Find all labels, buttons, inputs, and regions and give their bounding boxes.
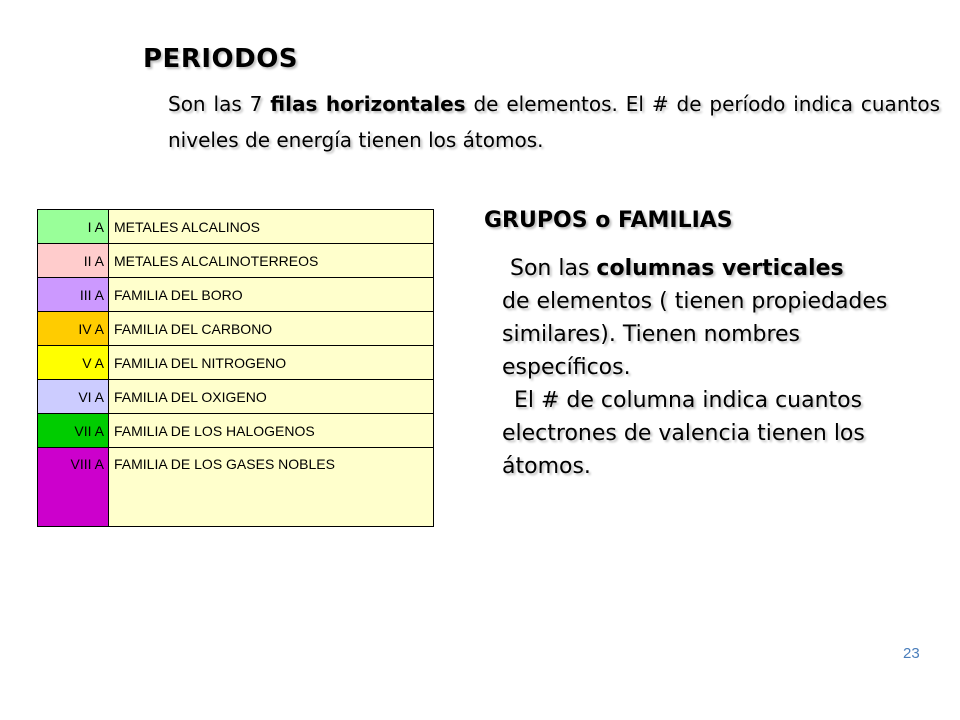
table-row xyxy=(38,312,434,346)
group-code-cell: VI A xyxy=(38,380,109,414)
group-code-cell: VII A xyxy=(38,414,109,448)
grupos-p2-rest: electrones de valencia tienen los átomos. xyxy=(502,421,865,479)
periodos-desc-pre: Son las 7 xyxy=(168,92,271,116)
grupos-p1-post: de elementos ( tienen propiedades similares). Tienen nombres específicos. xyxy=(502,289,888,380)
group-name-cell: FAMILIA DEL BORO xyxy=(109,278,434,312)
periodos-desc-post: de elementos. El # de período indica cuantos niveles de energía tienen los átomos. xyxy=(168,92,940,152)
group-name-cell: FAMILIA DEL OXIGENO xyxy=(109,380,434,414)
page-number: 23 xyxy=(903,645,920,662)
group-code-cell: VIII A xyxy=(38,448,109,527)
periodos-title: PERIODOS xyxy=(143,44,299,74)
table-row xyxy=(38,210,434,244)
group-code-cell: V A xyxy=(38,346,109,380)
group-name-cell: FAMILIA DE LOS HALOGENOS xyxy=(109,414,434,448)
group-name-cell: METALES ALCALINOS xyxy=(109,210,434,244)
group-code-cell: I A xyxy=(38,210,109,244)
grupos-p1-pre: Son las xyxy=(510,256,597,281)
table-row xyxy=(38,448,434,527)
grupos-paragraph-1 xyxy=(510,252,934,285)
table-row xyxy=(38,244,434,278)
grupos-description xyxy=(484,252,934,483)
group-code-cell: III A xyxy=(38,278,109,312)
grupos-p1-bold: columnas verticales xyxy=(596,256,844,281)
table-row xyxy=(38,346,434,380)
group-name-cell: FAMILIA DEL NITROGENO xyxy=(109,346,434,380)
groups-table xyxy=(37,209,434,527)
group-name-cell: FAMILIA DEL CARBONO xyxy=(109,312,434,346)
group-name-cell: METALES ALCALINOTERREOS xyxy=(109,244,434,278)
table-row xyxy=(38,380,434,414)
periodos-description xyxy=(168,86,940,158)
table-row xyxy=(38,278,434,312)
table-row xyxy=(38,414,434,448)
grupos-p2-line1: El # de columna indica cuantos xyxy=(514,388,863,413)
periodos-desc-bold: filas horizontales xyxy=(270,92,466,116)
group-code-cell: IV A xyxy=(38,312,109,346)
group-code-cell: II A xyxy=(38,244,109,278)
grupos-title: GRUPOS o FAMILIAS xyxy=(484,208,733,233)
group-name-cell: FAMILIA DE LOS GASES NOBLES xyxy=(109,448,434,527)
